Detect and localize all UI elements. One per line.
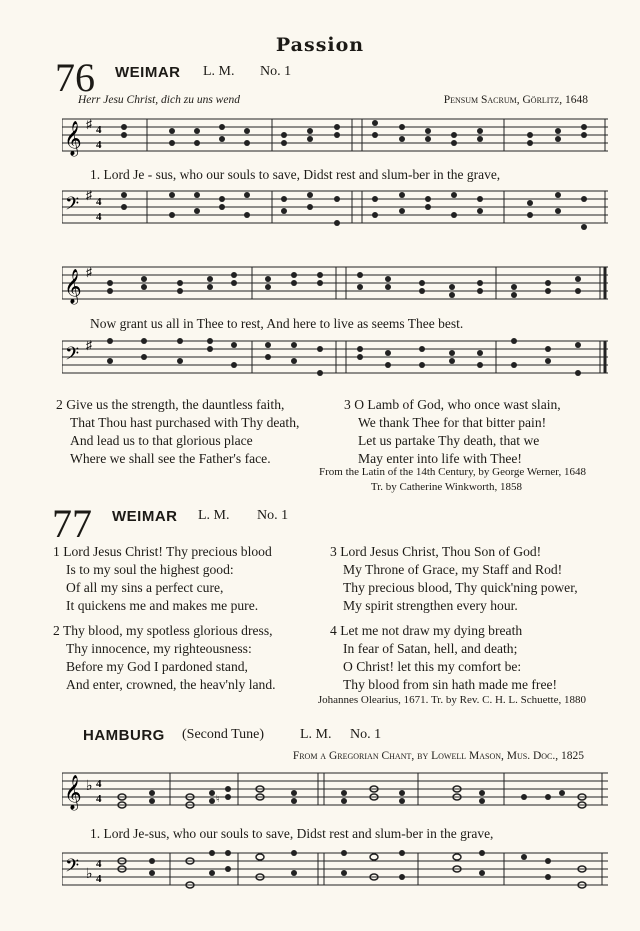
music-staff-treble-2 bbox=[62, 262, 610, 312]
svg-text:♭: ♭ bbox=[86, 867, 93, 882]
source-right: Pensum Sacrum, Görlitz, 1648 bbox=[443, 94, 588, 106]
svg-text:4: 4 bbox=[96, 873, 102, 885]
verse-line: Let us partake Thy death, that we bbox=[358, 433, 540, 448]
verse-line: Thy blood from sin hath made me free! bbox=[343, 677, 558, 692]
tune-name: HAMBURG bbox=[83, 727, 165, 744]
verse-line: 4 Let me not draw my dying breath bbox=[330, 623, 523, 638]
verse-2 bbox=[53, 622, 276, 694]
verse-line: 2 Thy blood, my spotless glorious dress, bbox=[53, 623, 273, 638]
verse-line: That Thou hast purchased with Thy death, bbox=[70, 415, 300, 430]
verse-line: Thy precious blood, Thy quick'ning power, bbox=[343, 580, 578, 595]
svg-text:♯: ♯ bbox=[86, 338, 92, 352]
verse-line: And lead us to that glorious place bbox=[70, 433, 253, 448]
verse-line: 2 Give us the strength, the dauntless faith, bbox=[56, 397, 285, 412]
svg-text:𝄞: 𝄞 bbox=[64, 775, 82, 810]
lyric-line: Now grant us all in Thee to rest, And here to live as seems Thee best. bbox=[90, 316, 464, 331]
svg-text:4: 4 bbox=[96, 139, 102, 151]
verse-2 bbox=[56, 396, 299, 468]
verse-line: May enter into life with Thee! bbox=[358, 451, 522, 466]
verse-1 bbox=[53, 543, 272, 615]
svg-text:♭: ♭ bbox=[86, 779, 93, 794]
meter: L. M. bbox=[300, 727, 332, 742]
svg-text:𝄞: 𝄞 bbox=[64, 269, 82, 304]
verse-line: Is to my soul the highest good: bbox=[66, 562, 234, 577]
music-staff-bass-1 bbox=[62, 186, 610, 238]
verse-line: And enter, crowned, the heav'nly land. bbox=[66, 677, 276, 692]
source-left: Herr Jesu Christ, dich zu uns wend bbox=[78, 94, 240, 106]
svg-text:𝄞: 𝄞 bbox=[64, 121, 82, 156]
verse-line: We thank Thee for that bitter pain! bbox=[358, 415, 547, 430]
tune-number: No. 1 bbox=[350, 727, 382, 742]
tune-name: WEIMAR bbox=[112, 508, 178, 525]
hymn-number: 76 bbox=[55, 55, 95, 100]
verse-line: Thy innocence, my righteousness: bbox=[66, 641, 252, 656]
verse-3 bbox=[330, 543, 578, 615]
svg-text:𝄢: 𝄢 bbox=[65, 344, 80, 369]
verse-line: 3 O Lamb of God, who once wast slain, bbox=[344, 397, 561, 412]
verse-line: Of all my sins a perfect cure, bbox=[66, 580, 224, 595]
verse-line: In fear of Satan, hell, and death; bbox=[343, 641, 518, 656]
verse-line: 1 Lord Jesus Christ! Thy precious blood bbox=[53, 544, 272, 559]
music-staff-treble-3 bbox=[62, 768, 610, 818]
svg-text:4: 4 bbox=[96, 793, 102, 805]
lyric-line: 1. Lord Je-sus, who our souls to save, Didst rest and slum-ber in the grave, bbox=[90, 826, 494, 841]
hymn-number: 77 bbox=[52, 501, 92, 546]
svg-text:♯: ♯ bbox=[86, 117, 92, 131]
tune-subtitle: (Second Tune) bbox=[182, 727, 265, 742]
verse-line: O Christ! let this my comfort be: bbox=[343, 659, 522, 674]
svg-text:𝄢: 𝄢 bbox=[65, 856, 80, 881]
music-staff-bass-3 bbox=[62, 848, 610, 898]
svg-text:𝄢: 𝄢 bbox=[65, 194, 80, 219]
section-title: Passion bbox=[275, 34, 365, 56]
svg-text:4: 4 bbox=[96, 858, 102, 870]
verse-4 bbox=[330, 622, 557, 694]
meter: L. M. bbox=[198, 508, 230, 523]
meter: L. M. bbox=[203, 64, 235, 79]
music-staff-bass-2 bbox=[62, 336, 610, 388]
tune-number: No. 1 bbox=[260, 64, 292, 79]
tune-number: No. 1 bbox=[257, 508, 289, 523]
verse-line: My Throne of Grace, my Staff and Rod! bbox=[343, 562, 563, 577]
svg-text:4: 4 bbox=[96, 196, 102, 208]
credit-line: From the Latin of the 14th Century, by George Werner, 1648 bbox=[319, 466, 586, 478]
verse-line: Before my God I pardoned stand, bbox=[66, 659, 248, 674]
svg-text:4: 4 bbox=[96, 211, 102, 223]
svg-text:4: 4 bbox=[96, 778, 102, 790]
svg-text:♯: ♯ bbox=[86, 265, 92, 279]
verse-line: My spirit strengthen every hour. bbox=[343, 598, 518, 613]
verse-line: It quickens me and makes me pure. bbox=[66, 598, 259, 613]
verse-3 bbox=[344, 396, 561, 468]
credit-line: Johannes Olearius, 1671. Tr. by Rev. C. H. L. Schuette, 1880 bbox=[317, 694, 586, 706]
tune-name: WEIMAR bbox=[115, 64, 181, 81]
svg-text:♯: ♯ bbox=[86, 188, 92, 202]
verse-line: 3 Lord Jesus Christ, Thou Son of God! bbox=[330, 544, 542, 559]
music-staff-treble-1 bbox=[62, 114, 610, 164]
svg-text:♮: ♮ bbox=[216, 794, 220, 805]
verse-line: Where we shall see the Father's face. bbox=[70, 451, 271, 466]
lyric-line: 1. Lord Je - sus, who our souls to save, Didst rest and slum-ber in the grave, bbox=[90, 167, 501, 182]
source-right: From a Gregorian Chant, by Lowell Mason, Mus. Doc., 1825 bbox=[292, 750, 584, 762]
svg-text:4: 4 bbox=[96, 124, 102, 136]
credit-line: Tr. by Catherine Winkworth, 1858 bbox=[370, 481, 522, 493]
